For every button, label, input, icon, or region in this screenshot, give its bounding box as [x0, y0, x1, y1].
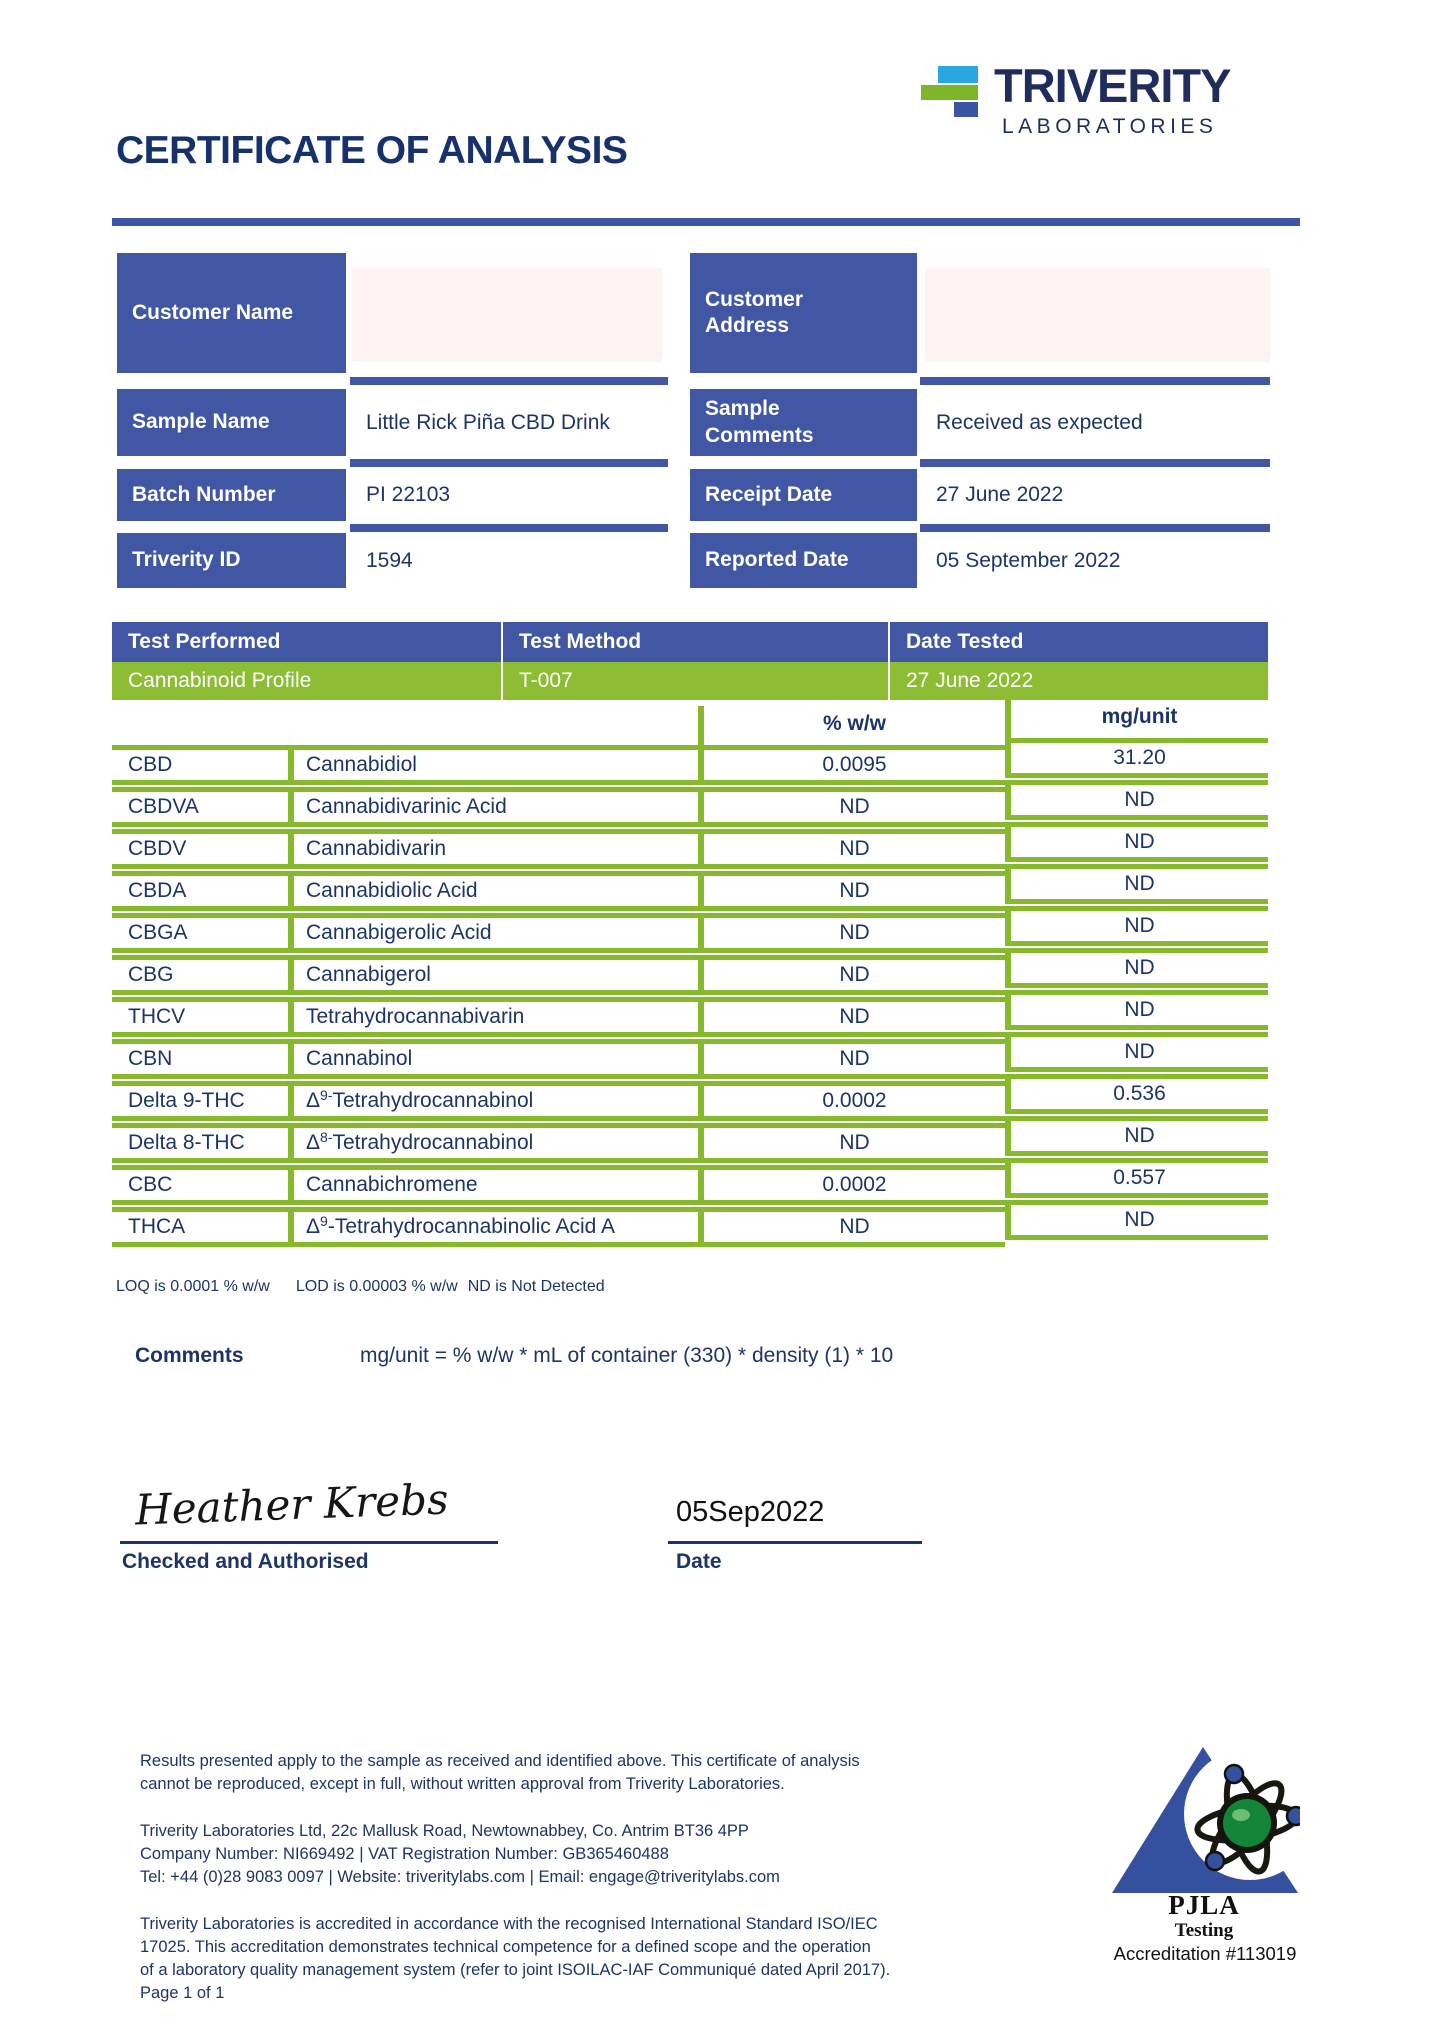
brand-tagline: LABORATORIES — [1002, 115, 1218, 138]
date-tested-header: Date Tested — [890, 622, 1268, 662]
cannabinoid-abbreviation: CBDA — [112, 871, 288, 911]
info-divider — [350, 524, 668, 532]
mg-unit-value: 31.20 — [1005, 738, 1268, 778]
results-row — [112, 1123, 1268, 1163]
signature-line — [120, 1541, 498, 1544]
cannabinoid-abbreviation: CBD — [112, 745, 288, 785]
percent-ww-value: 0.0095 — [698, 745, 1005, 785]
sample-name-label: Sample Name — [117, 389, 346, 456]
info-divider — [350, 459, 668, 467]
cannabinoid-abbreviation: THCV — [112, 997, 288, 1037]
cannabinoid-abbreviation: CBDVA — [112, 787, 288, 827]
triverity-id-value: 1594 — [350, 533, 668, 588]
percent-ww-value: ND — [698, 955, 1005, 995]
cannabinoid-abbreviation: CBGA — [112, 913, 288, 953]
results-row — [112, 1039, 1268, 1079]
test-method-header: Test Method — [503, 622, 888, 662]
loq-note: LOQ is 0.0001 % w/w — [116, 1278, 270, 1295]
results-row — [112, 913, 1268, 953]
results-row — [112, 1165, 1268, 1205]
cannabinoid-abbreviation: CBN — [112, 1039, 288, 1079]
mg-unit-header: mg/unit — [1005, 699, 1268, 738]
percent-ww-value: ND — [698, 829, 1005, 869]
results-footnote — [116, 1278, 605, 1296]
cannabinoid-abbreviation: CBG — [112, 955, 288, 995]
cannabinoid-abbreviation: Delta 8-THC — [112, 1123, 288, 1163]
reported-date-label: Reported Date — [690, 533, 917, 588]
mg-unit-value: ND — [1005, 906, 1268, 946]
mg-unit-value: 0.536 — [1005, 1074, 1268, 1114]
cannabinoid-name: Tetrahydrocannabivarin — [288, 997, 698, 1037]
cannabinoid-name: Cannabidivarin — [288, 829, 698, 869]
results-rows — [112, 745, 1268, 1247]
cannabinoid-name: Cannabinol — [288, 1039, 698, 1079]
cannabinoid-abbreviation: Delta 9-THC — [112, 1081, 288, 1121]
cannabinoid-name: Cannabidiolic Acid — [288, 871, 698, 911]
mg-unit-value: ND — [1005, 990, 1268, 1030]
info-divider — [920, 524, 1270, 532]
date-tested-value: 27 June 2022 — [890, 662, 1268, 700]
test-table-header-row — [112, 622, 1268, 662]
mg-unit-value: ND — [1005, 948, 1268, 988]
percent-ww-value: ND — [698, 997, 1005, 1037]
results-row — [112, 871, 1268, 911]
cannabinoid-name: Cannabidiol — [288, 745, 698, 785]
results-table — [112, 706, 1268, 1249]
mg-unit-value: 0.557 — [1005, 1158, 1268, 1198]
signature-date-value: 05Sep2022 — [676, 1496, 825, 1528]
percent-ww-value: ND — [698, 1207, 1005, 1247]
cannabinoid-name: $\Delta^{8-}Tetrahydrocannabinol$ — [288, 1123, 698, 1163]
mg-unit-value: ND — [1005, 1116, 1268, 1156]
signature-handwriting: Heather Krebs — [134, 1474, 450, 1535]
comments-label: Comments — [135, 1344, 244, 1367]
results-row — [112, 955, 1268, 995]
mg-unit-value: ND — [1005, 822, 1268, 862]
sample-comments-label: Sample Comments — [690, 389, 917, 456]
mg-unit-value: ND — [1005, 780, 1268, 820]
pjla-accreditation-number: Accreditation #113019 — [1113, 1943, 1297, 1964]
percent-ww-value: ND — [698, 1123, 1005, 1163]
batch-number-label: Batch Number — [117, 469, 346, 521]
mg-unit-value: ND — [1005, 864, 1268, 904]
test-table — [112, 622, 1268, 700]
cannabinoid-name: Cannabidivarinic Acid — [288, 787, 698, 827]
date-line — [668, 1541, 922, 1544]
percent-ww-value: 0.0002 — [698, 1165, 1005, 1205]
info-divider — [920, 459, 1270, 467]
percent-ww-value: 0.0002 — [698, 1081, 1005, 1121]
brand-name: TRIVERITY — [994, 59, 1231, 112]
customer-address-label: Customer Address — [690, 253, 917, 373]
results-row — [112, 787, 1268, 827]
cannabinoid-abbreviation: THCA — [112, 1207, 288, 1247]
info-divider — [920, 377, 1270, 385]
mg-unit-value: ND — [1005, 1032, 1268, 1072]
percent-ww-value: ND — [698, 871, 1005, 911]
triverity-id-label: Triverity ID — [117, 533, 346, 588]
nd-note: ND is Not Detected — [467, 1278, 605, 1295]
pjla-logo-icon — [1100, 1742, 1300, 1898]
customer-name-label: Customer Name — [117, 253, 346, 373]
percent-ww-value: ND — [698, 913, 1005, 953]
cannabinoid-abbreviation: CBDV — [112, 829, 288, 869]
reported-date-value: 05 September 2022 — [920, 533, 1270, 588]
sample-name-value: Little Rick Piña CBD Drink — [350, 389, 668, 456]
comments-text: mg/unit = % w/w * mL of container (330) * density (1) * 10 — [360, 1344, 894, 1367]
results-row — [112, 997, 1268, 1037]
cannabinoid-name: Cannabichromene — [288, 1165, 698, 1205]
results-row — [112, 745, 1268, 785]
checked-authorised-label: Checked and Authorised — [122, 1550, 369, 1573]
results-header-spacer — [112, 706, 698, 745]
results-row — [112, 1081, 1268, 1121]
sample-comments-value: Received as expected — [920, 389, 1270, 456]
customer-address-redacted — [925, 268, 1270, 362]
cannabinoid-abbreviation: CBC — [112, 1165, 288, 1205]
lod-note: LOD is 0.00003 % w/w — [295, 1278, 458, 1295]
triverity-logo-icon — [954, 102, 978, 117]
page-number: Page 1 of 1 — [140, 1984, 225, 2002]
mg-unit-value: ND — [1005, 1200, 1268, 1240]
cannabinoid-name: $\Delta^9$-Tetrahydrocannabinolic Acid A — [288, 1207, 698, 1247]
pjla-testing-label: Testing — [1174, 1920, 1234, 1941]
triverity-logo-icon — [938, 66, 978, 83]
info-divider — [350, 377, 668, 385]
disclaimer-paragraph: Results presented apply to the sample as received and identified above. This certificate of analysis cannot be reproduced, except in full, without written approval from Triverity Laboratories. — [140, 1752, 860, 1793]
triverity-logo-icon — [921, 85, 978, 100]
page-title: CERTIFICATE OF ANALYSIS — [116, 129, 628, 172]
receipt-date-value: 27 June 2022 — [920, 469, 1270, 521]
header-divider — [112, 218, 1300, 226]
cannabinoid-name: Cannabigerol — [288, 955, 698, 995]
percent-ww-value: ND — [698, 1039, 1005, 1079]
test-performed-value: Cannabinoid Profile — [112, 662, 501, 700]
test-method-value: T-007 — [503, 662, 888, 700]
lab-address-paragraph: Triverity Laboratories Ltd, 22c Mallusk Road, Newtownabbey, Co. Antrim BT36 4PP Company Number: NI669492 | VAT Registration Number: GB365460488 Tel: +44 (0)28 9083 0097 | Website: triveritylabs.com | Email: engage@triveritylabs.com — [140, 1822, 780, 1886]
test-performed-header: Test Performed — [112, 622, 501, 662]
pjla-name: PJLA — [1168, 1890, 1240, 1920]
test-table-data-row — [112, 662, 1268, 700]
results-row — [112, 1207, 1268, 1247]
customer-name-redacted — [352, 268, 662, 362]
cannabinoid-name: Cannabigerolic Acid — [288, 913, 698, 953]
cannabinoid-name: $\Delta^{9-}Tetrahydrocannabinol$ — [288, 1081, 698, 1121]
percent-ww-header: % w/w — [698, 706, 1005, 745]
percent-ww-value: ND — [698, 787, 1005, 827]
date-label: Date — [676, 1550, 722, 1573]
receipt-date-label: Receipt Date — [690, 469, 917, 521]
accreditation-paragraph: Triverity Laboratories is accredited in accordance with the recognised International Standard ISO/IEC 17025. This accreditation demonstrates technical competence for a defined scope and the operation of a laboratory quality management system (refer to joint ISOILAC-IAF Communiqué dated April 2017). — [140, 1915, 891, 1979]
batch-number-value: PI 22103 — [350, 469, 668, 521]
results-row — [112, 829, 1268, 869]
